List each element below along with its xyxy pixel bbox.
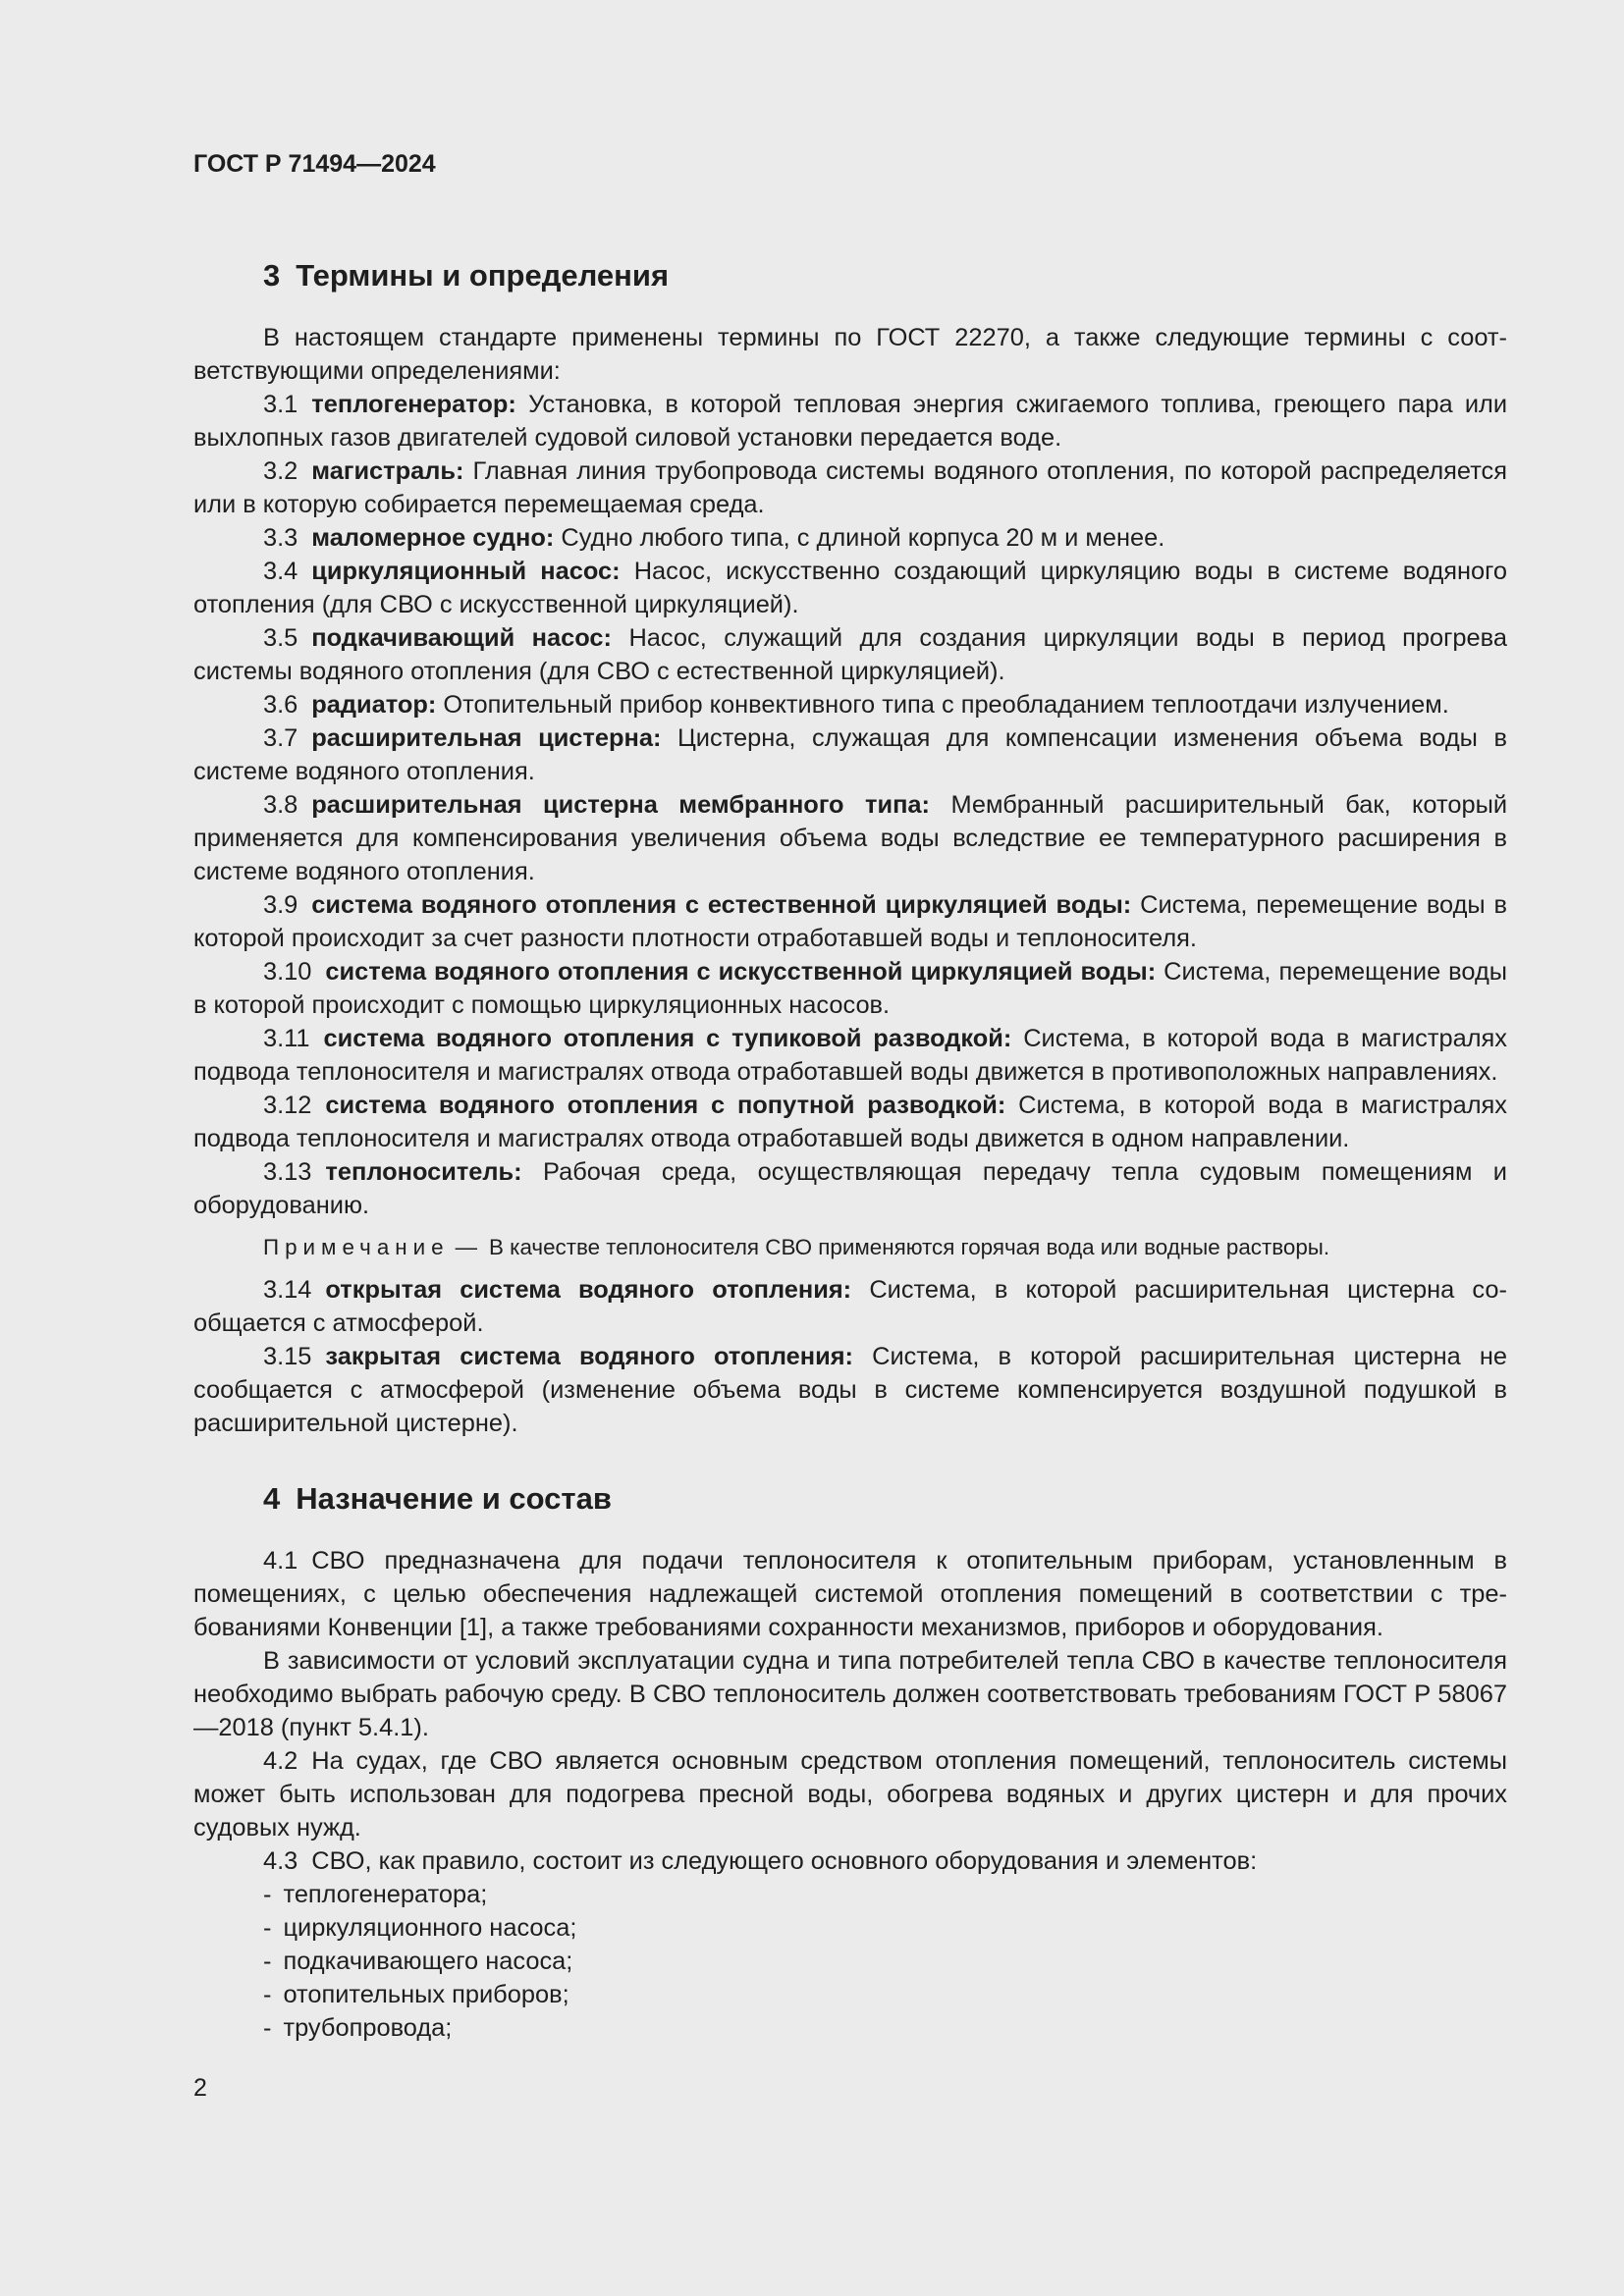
equipment-list xyxy=(193,1878,1507,2045)
section-4-title-text: Назначение и состав xyxy=(296,1481,612,1516)
section-4-paragraphs xyxy=(193,1544,1507,1878)
section-4-paragraph xyxy=(193,1644,1507,1744)
term-name: расширительная цистерна: xyxy=(311,724,662,752)
term-text: Мембранный расширительный бак, который применяется для компенсирования увеличения объема воды вследствие ее температурного расширения в системе водяного отопления. xyxy=(193,791,1507,885)
term-name: система водяного отопления с естественной циркуляцией воды: xyxy=(311,891,1132,919)
list-marker: - xyxy=(263,1914,272,1942)
term-number: 3.12 xyxy=(263,1092,312,1119)
term-text: Главная линия трубопровода системы водяного отопления, по которой распределяется или в которую собирается перемещаемая среда. xyxy=(193,457,1507,518)
term-name: теплогенератор: xyxy=(311,391,516,418)
list-item xyxy=(193,1878,1507,1911)
term-number: 3.1 xyxy=(263,391,298,418)
term-definition xyxy=(193,1022,1507,1089)
section-3-intro: В настоящем стандарте применены термины по ГОСТ 22270, а также следующие термины с соответствующими определениями: xyxy=(193,324,1507,385)
term-definition xyxy=(193,1155,1507,1222)
paragraph-number: 4.1 xyxy=(263,1547,298,1575)
paragraph-text: СВО предназначена для подачи теплоносителя к отопительным приборам, установленным в помещениях, с целью обеспечения надлежащей системой отопления помещений в соответствии с требованиями Конвенции [1], а также требованиями сохранности механизмов, приборов и оборудования. xyxy=(193,1547,1507,1641)
list-marker: - xyxy=(263,1881,272,1908)
section-4-number: 4 xyxy=(263,1481,281,1516)
term-definition xyxy=(193,388,1507,454)
note xyxy=(193,1233,1507,1262)
note-text: В качестве теплоносителя СВО применяются горячая вода или водные растворы. xyxy=(489,1235,1330,1259)
term-number: 3.7 xyxy=(263,724,298,752)
term-text: Установка, в которой тепловая энергия сжигаемого топлива, греющего пара или выхлопных газов двигателей судовой силовой установки передается воде. xyxy=(193,391,1507,452)
document-page xyxy=(193,147,1507,2045)
term-definition xyxy=(193,555,1507,621)
section-3-title-text: Термины и определения xyxy=(296,258,670,293)
term-name: теплоноситель: xyxy=(325,1158,522,1186)
term-definition xyxy=(193,1273,1507,1340)
list-item xyxy=(193,1945,1507,1978)
term-text: Система, в которой вода в магистралях подвода теплоносителя и магистралях отвода отработавшей воды движется в противоположных направлениях. xyxy=(193,1025,1507,1086)
term-definition xyxy=(193,621,1507,688)
section-4-paragraph xyxy=(193,1844,1507,1878)
term-text: Насос, служащий для создания циркуляции воды в период прогрева системы водяного отопления (для СВО с естественной циркуляцией). xyxy=(193,624,1507,685)
term-definition xyxy=(193,1340,1507,1440)
term-text: Система, в которой расширительная цистерна не сообщается с атмосферой (изменение объема воды в системе компенсируется воздушной подушкой в расширительной цистерне). xyxy=(193,1343,1507,1437)
term-definition xyxy=(193,454,1507,521)
note-label: Примечание xyxy=(263,1235,450,1259)
paragraph-number: 4.3 xyxy=(263,1847,298,1875)
list-item-text: теплогенератора; xyxy=(283,1881,488,1908)
term-number: 3.4 xyxy=(263,558,298,585)
term-text: Система, в которой расширительная цистерна сообщается с атмосферой. xyxy=(193,1276,1508,1337)
term-text: Рабочая среда, осуществляющая передачу тепла судовым помещениям и оборудованию. xyxy=(193,1158,1507,1219)
list-marker: - xyxy=(263,2014,272,2042)
section-4-title xyxy=(193,1479,1507,1519)
term-name: система водяного отопления с тупиковой разводкой: xyxy=(323,1025,1012,1052)
list-marker: - xyxy=(263,1981,272,2008)
paragraph-text: В зависимости от условий эксплуатации судна и типа потребителей тепла СВО в качестве теплоносителя необходимо выбрать рабочую среду. В СВО теплоноситель должен соответствовать требованиям ГОСТ Р 58067—2018 (пункт 5.4.1). xyxy=(193,1647,1507,1741)
term-definition xyxy=(193,721,1507,788)
list-item xyxy=(193,1978,1507,2011)
list-item-text: трубопровода; xyxy=(283,2014,453,2042)
document-header: ГОСТ Р 71494—2024 xyxy=(193,150,436,178)
page-number: 2 xyxy=(193,2074,207,2102)
term-definition xyxy=(193,955,1507,1022)
note-dash: — xyxy=(455,1235,477,1259)
list-item xyxy=(193,1911,1507,1945)
term-text: Отопительный прибор конвективного типа с преобладанием теплоотдачи излучением. xyxy=(436,691,1449,719)
term-number: 3.3 xyxy=(263,524,298,552)
term-definition xyxy=(193,888,1507,955)
term-name: система водяного отопления с попутной разводкой: xyxy=(325,1092,1006,1119)
term-number: 3.5 xyxy=(263,624,298,652)
term-text: Цистерна, служащая для компенсации изменения объема воды в системе водяного отопления. xyxy=(193,724,1507,785)
term-text: Судно любого типа, с длиной корпуса 20 м и менее. xyxy=(554,524,1165,552)
term-text: Система, в которой вода в магистралях подвода теплоносителя и магистралях отвода отработавшей воды движется в одном направлении. xyxy=(193,1092,1507,1152)
term-definition xyxy=(193,688,1507,721)
term-text: Система, перемещение воды в которой происходит с помощью циркуляционных насосов. xyxy=(193,958,1508,1019)
section-3-number: 3 xyxy=(263,258,281,293)
term-definition xyxy=(193,788,1507,888)
term-definition xyxy=(193,521,1507,555)
term-number: 3.13 xyxy=(263,1158,312,1186)
term-text: Система, перемещение воды в которой происходит за счет разности плотности отработавшей воды и теплоносителя. xyxy=(193,891,1507,952)
term-definition xyxy=(193,1089,1507,1155)
section-4-paragraph xyxy=(193,1544,1507,1644)
term-text: Насос, искусственно создающий циркуляцию воды в системе водяного отопления (для СВО с искусственной циркуляцией). xyxy=(193,558,1507,618)
term-number: 3.10 xyxy=(263,958,312,986)
term-name: магистраль: xyxy=(311,457,464,485)
list-item-text: циркуляционного насоса; xyxy=(283,1914,577,1942)
term-name: система водяного отопления с искусственной циркуляцией воды: xyxy=(325,958,1157,986)
paragraph-text: На судах, где СВО является основным средством отопления помещений, теплоноситель системы может быть использован для подогрева пресной воды, обогрева водяных и других цистерн и для прочих судовых нужд. xyxy=(193,1747,1507,1842)
term-number: 3.14 xyxy=(263,1276,312,1304)
section-3-title xyxy=(193,256,1507,295)
term-name: закрытая система водяного отопления: xyxy=(325,1343,854,1370)
term-name: маломерное судно: xyxy=(311,524,555,552)
terms-list-continued xyxy=(193,1273,1507,1440)
term-name: расширительная цистерна мембранного типа: xyxy=(311,791,930,819)
list-item xyxy=(193,2011,1507,2045)
term-number: 3.9 xyxy=(263,891,298,919)
term-name: циркуляционный насос: xyxy=(311,558,621,585)
term-number: 3.15 xyxy=(263,1343,312,1370)
section-4-paragraph xyxy=(193,1744,1507,1844)
list-item-text: подкачивающего насоса; xyxy=(283,1948,573,1975)
term-number: 3.11 xyxy=(263,1025,310,1052)
term-name: радиатор: xyxy=(311,691,437,719)
term-number: 3.2 xyxy=(263,457,298,485)
list-item-text: отопительных приборов; xyxy=(283,1981,569,2008)
term-number: 3.8 xyxy=(263,791,298,819)
paragraph-number: 4.2 xyxy=(263,1747,298,1775)
term-number: 3.6 xyxy=(263,691,298,719)
paragraph-text: СВО, как правило, состоит из следующего основного оборудования и элементов: xyxy=(311,1847,1258,1875)
term-name: подкачивающий насос: xyxy=(311,624,612,652)
list-marker: - xyxy=(263,1948,272,1975)
terms-list xyxy=(193,388,1507,1222)
term-name: открытая система водяного отопления: xyxy=(325,1276,852,1304)
